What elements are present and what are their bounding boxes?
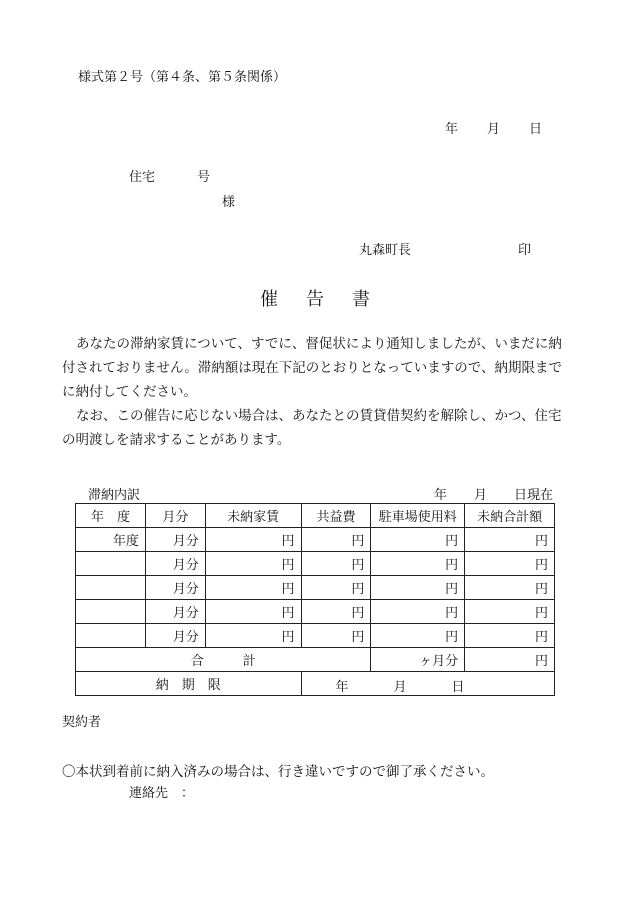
cell-year (76, 552, 146, 576)
cell-rent: 円 (205, 600, 301, 624)
cell-parking: 円 (371, 624, 465, 648)
cell-total: 円 (465, 576, 555, 600)
notice-text: 〇本状到着前に納入済みの場合は、行き違いですので御了承ください。 (62, 764, 494, 780)
cell-rent: 円 (205, 576, 301, 600)
cell-common-fee: 円 (301, 600, 371, 624)
table-row (76, 528, 555, 552)
table-row (76, 552, 555, 576)
cell-common-fee: 円 (301, 552, 371, 576)
cell-parking: 円 (371, 576, 465, 600)
deadline-date (301, 672, 554, 696)
header-year: 年 度 (76, 504, 146, 528)
sum-row (76, 648, 555, 672)
cell-year: 年度 (76, 528, 146, 552)
cell-total: 円 (465, 624, 555, 648)
header-common-fee: 共益費 (301, 504, 371, 528)
body-paragraph-1 (62, 332, 572, 404)
cell-parking: 円 (371, 528, 465, 552)
cell-month: 月分 (145, 600, 205, 624)
sender-mayor: 丸森町長 (359, 243, 412, 258)
deadline-row (76, 672, 555, 696)
contact-label: 連絡先 ： (129, 786, 195, 801)
form-number: 様式第２号（第４条、第５条関係） (78, 70, 287, 85)
asof-year: 年 (434, 488, 448, 503)
cell-rent: 円 (205, 552, 301, 576)
header-rent: 未納家賃 (205, 504, 301, 528)
cell-year (76, 576, 146, 600)
issue-date-year: 年 (445, 122, 459, 137)
cell-year (76, 600, 146, 624)
body-paragraph-1-text: あなたの滞納家賃について、すでに、督促状により通知しましたが、いまだに納付されておりません。滞納額は現在下記のとおりとなっていますので、納期限までに納付してください。 (62, 336, 563, 400)
asof-month: 月 (474, 488, 488, 503)
cell-rent: 円 (205, 624, 301, 648)
deadline-label: 納 期 限 (76, 672, 302, 696)
sum-months: ヶ月分 (371, 648, 465, 672)
cell-total: 円 (465, 552, 555, 576)
recipient-honorific: 様 (222, 195, 236, 210)
table-row (76, 624, 555, 648)
issue-date-day: 日 (529, 122, 543, 137)
sum-total: 円 (465, 648, 555, 672)
sum-label: 合 計 (76, 648, 371, 672)
cell-common-fee: 円 (301, 624, 371, 648)
table-header-row (76, 504, 555, 528)
cell-rent: 円 (205, 528, 301, 552)
table-row (76, 576, 555, 600)
header-parking: 駐車場使用料 (371, 504, 465, 528)
asof-day: 日現在 (514, 488, 554, 503)
cell-total: 円 (465, 600, 555, 624)
cell-total: 円 (465, 528, 555, 552)
cell-month: 月分 (145, 528, 205, 552)
issue-date-month: 月 (487, 122, 501, 137)
deadline-year: 年 (335, 680, 349, 695)
arrears-label: 滞納内訳 (88, 488, 141, 503)
cell-parking: 円 (371, 552, 465, 576)
cell-month: 月分 (145, 552, 205, 576)
contractor-label: 契約者 (62, 715, 102, 730)
cell-common-fee: 円 (301, 576, 371, 600)
cell-month: 月分 (145, 576, 205, 600)
recipient-housing: 住宅 (129, 170, 156, 185)
table-row (76, 600, 555, 624)
header-total: 未納合計額 (465, 504, 555, 528)
cell-year (76, 624, 146, 648)
body-paragraph-2 (62, 404, 572, 452)
arrears-table (75, 503, 555, 696)
deadline-day: 日 (451, 680, 465, 695)
cell-common-fee: 円 (301, 528, 371, 552)
document-title: 催告書 (260, 289, 398, 310)
seal-mark: 印 (518, 243, 532, 258)
recipient-number: 号 (197, 170, 211, 185)
cell-month: 月分 (145, 624, 205, 648)
header-month: 月分 (145, 504, 205, 528)
body-paragraph-2-text: なお、この催告に応じない場合は、あなたとの賃貸借契約を解除し、かつ、住宅の明渡しを請求することがあります。 (62, 408, 562, 448)
cell-parking: 円 (371, 600, 465, 624)
deadline-month: 月 (393, 680, 407, 695)
